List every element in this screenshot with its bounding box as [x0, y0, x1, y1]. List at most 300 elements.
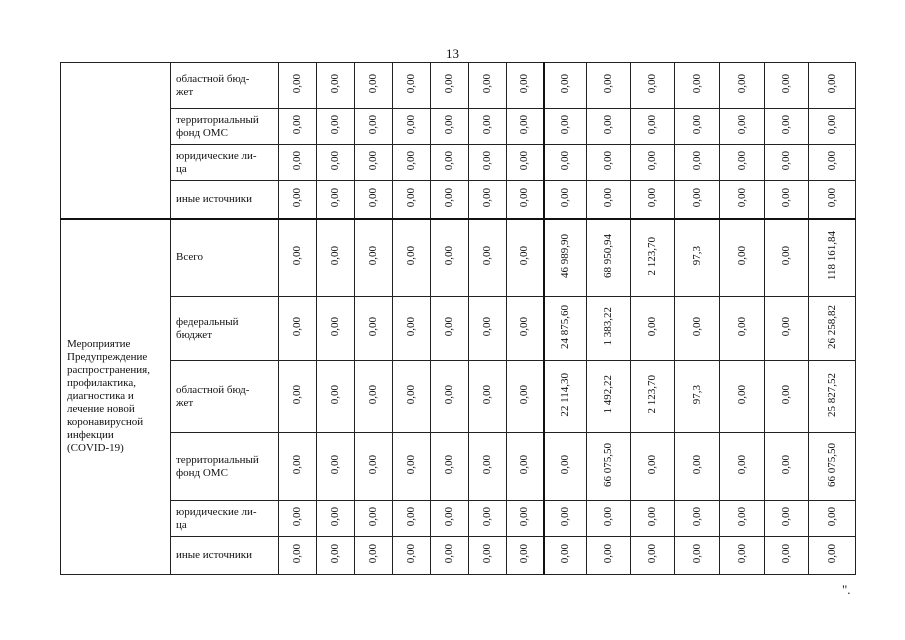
- value-text: 0,00: [780, 454, 792, 475]
- value-cell: [279, 219, 317, 297]
- value-cell: [431, 63, 469, 109]
- value-cell: [469, 145, 507, 181]
- value-text: 0,00: [690, 114, 703, 135]
- value-cell: [431, 501, 469, 537]
- value-cell: [544, 501, 587, 537]
- value-text: 0,00: [291, 316, 303, 337]
- value-cell: [720, 181, 765, 219]
- value-text: 0,00: [481, 506, 493, 527]
- value-text: 0,00: [481, 187, 493, 207]
- value-cell: [431, 537, 469, 575]
- table-row: [61, 109, 856, 145]
- value-text: 0,00: [646, 114, 658, 135]
- value-text: 0,00: [780, 543, 792, 564]
- value-cell: [279, 537, 317, 575]
- value-text: 0,00: [443, 73, 455, 94]
- value-cell: [765, 63, 809, 109]
- value-text: 0,00: [735, 506, 748, 527]
- value-text: 0,00: [735, 384, 748, 405]
- value-cell: [317, 181, 355, 219]
- value-cell: [587, 537, 631, 575]
- value-text: 0,00: [443, 454, 455, 475]
- value-text: 0,00: [367, 454, 379, 475]
- table-row: [61, 297, 856, 361]
- value-text: 0,00: [690, 543, 703, 564]
- table-row: [61, 433, 856, 501]
- value-text: 0,00: [405, 316, 417, 337]
- value-text: 0,00: [646, 187, 658, 207]
- table-row: [61, 361, 856, 433]
- funding-source-cell: юридические ли- ца: [171, 145, 279, 181]
- value-text: 0,00: [291, 187, 303, 207]
- value-cell: [507, 501, 544, 537]
- value-cell: [631, 361, 675, 433]
- value-cell: [720, 361, 765, 433]
- value-cell: [809, 297, 856, 361]
- value-cell: [355, 501, 393, 537]
- value-cell: [631, 433, 675, 501]
- value-cell: [587, 297, 631, 361]
- value-cell: [393, 297, 431, 361]
- value-text: 0,00: [825, 187, 838, 207]
- value-cell: [317, 145, 355, 181]
- value-text: 0,00: [291, 150, 303, 171]
- value-cell: [507, 145, 544, 181]
- value-cell: [631, 63, 675, 109]
- value-text: 0,00: [646, 316, 658, 337]
- value-text: 0,00: [735, 316, 748, 337]
- value-text: 0,00: [443, 384, 455, 405]
- value-cell: [544, 109, 587, 145]
- value-cell: [507, 109, 544, 145]
- value-text: 0,00: [481, 316, 493, 337]
- funding-source-cell: Всего: [171, 219, 279, 297]
- value-cell: [393, 145, 431, 181]
- value-text: 0,00: [405, 246, 417, 266]
- value-text: 118 161,84: [825, 231, 838, 281]
- value-cell: [469, 297, 507, 361]
- value-text: 0,00: [558, 543, 571, 564]
- funding-source-cell: областной бюд- жет: [171, 63, 279, 109]
- value-cell: [355, 433, 393, 501]
- value-cell: [317, 63, 355, 109]
- value-text: 0,00: [367, 150, 379, 171]
- value-cell: [675, 109, 720, 145]
- value-cell: [809, 433, 856, 501]
- funding-source-cell: юридические ли- ца: [171, 501, 279, 537]
- funding-source-cell: областной бюд- жет: [171, 361, 279, 433]
- value-text: 66 075,50: [602, 442, 614, 487]
- value-text: 0,00: [518, 73, 531, 94]
- value-cell: [544, 361, 587, 433]
- value-text: 0,00: [690, 187, 703, 207]
- value-cell: [469, 361, 507, 433]
- value-cell: [393, 219, 431, 297]
- value-text: 0,00: [646, 506, 658, 527]
- value-cell: [675, 501, 720, 537]
- value-text: 0,00: [602, 506, 614, 527]
- event-name-cell: Мероприятие Предупреждение распространения, профилактика, диагностика и лечение новой коронавирусной инфекции (COVID-19): [61, 219, 171, 575]
- value-text: 0,00: [690, 454, 703, 475]
- value-cell: [393, 181, 431, 219]
- value-cell: [720, 219, 765, 297]
- value-cell: [355, 219, 393, 297]
- value-cell: [809, 219, 856, 297]
- value-cell: [587, 145, 631, 181]
- closing-quote-mark: ".: [842, 582, 851, 597]
- value-text: 0,00: [405, 114, 417, 135]
- value-text: 0,00: [481, 150, 493, 171]
- value-text: 0,00: [367, 384, 379, 405]
- value-cell: [720, 63, 765, 109]
- value-cell: [720, 297, 765, 361]
- value-cell: [587, 501, 631, 537]
- value-text: 0,00: [558, 454, 571, 475]
- value-cell: [587, 181, 631, 219]
- value-text: 0,00: [825, 506, 838, 527]
- value-cell: [675, 63, 720, 109]
- value-cell: [279, 145, 317, 181]
- value-text: 0,00: [735, 454, 748, 475]
- value-cell: [507, 433, 544, 501]
- value-cell: [544, 537, 587, 575]
- value-cell: [469, 109, 507, 145]
- value-cell: [675, 537, 720, 575]
- value-cell: [765, 501, 809, 537]
- value-cell: [469, 501, 507, 537]
- value-cell: [765, 219, 809, 297]
- value-cell: [765, 109, 809, 145]
- value-text: 0,00: [780, 114, 792, 135]
- value-cell: [393, 537, 431, 575]
- value-cell: [317, 537, 355, 575]
- table-row: [61, 145, 856, 181]
- value-text: 0,00: [367, 543, 379, 564]
- value-text: 0,00: [405, 150, 417, 171]
- value-text: 0,00: [329, 187, 341, 207]
- table-block-covid: [61, 219, 856, 575]
- value-cell: [544, 181, 587, 219]
- value-text: 0,00: [558, 506, 571, 527]
- value-text: 0,00: [558, 187, 571, 207]
- value-text: 46 989,90: [558, 233, 571, 278]
- value-cell: [507, 537, 544, 575]
- value-cell: [355, 537, 393, 575]
- value-text: 0,00: [518, 506, 531, 527]
- value-text: 0,00: [735, 187, 748, 207]
- value-text: 0,00: [825, 150, 838, 171]
- value-cell: [765, 145, 809, 181]
- value-text: 0,00: [646, 543, 658, 564]
- value-cell: [469, 181, 507, 219]
- value-text: 0,00: [825, 114, 838, 135]
- value-text: 0,00: [602, 73, 614, 94]
- value-cell: [431, 297, 469, 361]
- value-cell: [317, 109, 355, 145]
- value-cell: [355, 361, 393, 433]
- funding-source-cell: федеральный бюджет: [171, 297, 279, 361]
- value-text: 0,00: [329, 246, 341, 266]
- value-text: 0,00: [291, 73, 303, 94]
- value-text: 0,00: [735, 73, 748, 94]
- value-cell: [809, 537, 856, 575]
- value-text: 0,00: [518, 114, 531, 135]
- value-text: 0,00: [367, 246, 379, 266]
- value-cell: [317, 433, 355, 501]
- value-text: 2 123,70: [646, 236, 658, 275]
- value-cell: [393, 109, 431, 145]
- value-cell: [631, 219, 675, 297]
- value-text: 0,00: [291, 506, 303, 527]
- value-text: 0,00: [518, 150, 531, 171]
- value-text: 0,00: [518, 384, 531, 405]
- value-cell: [675, 433, 720, 501]
- value-cell: [809, 63, 856, 109]
- value-text: 0,00: [558, 150, 571, 171]
- value-text: 0,00: [690, 150, 703, 171]
- value-cell: [631, 181, 675, 219]
- value-text: 0,00: [443, 246, 455, 266]
- value-text: 0,00: [558, 114, 571, 135]
- funding-source-cell: иные источники: [171, 537, 279, 575]
- value-cell: [765, 433, 809, 501]
- table-row: [61, 537, 856, 575]
- value-cell: [431, 181, 469, 219]
- value-text: 0,00: [481, 246, 493, 266]
- value-text: 0,00: [405, 384, 417, 405]
- value-cell: [507, 63, 544, 109]
- value-cell: [544, 433, 587, 501]
- value-text: 0,00: [481, 384, 493, 405]
- value-cell: [279, 297, 317, 361]
- value-cell: [507, 361, 544, 433]
- value-text: 0,00: [481, 114, 493, 135]
- value-cell: [720, 537, 765, 575]
- value-cell: [765, 297, 809, 361]
- value-cell: [544, 63, 587, 109]
- value-cell: [765, 181, 809, 219]
- value-text: 97,3: [690, 384, 703, 405]
- value-text: 0,00: [291, 114, 303, 135]
- value-text: 1 492,22: [602, 375, 614, 414]
- value-cell: [355, 63, 393, 109]
- value-text: 0,00: [690, 506, 703, 527]
- value-cell: [675, 219, 720, 297]
- value-cell: [317, 219, 355, 297]
- value-cell: [393, 63, 431, 109]
- value-cell: [279, 361, 317, 433]
- value-cell: [675, 297, 720, 361]
- value-text: 0,00: [367, 506, 379, 527]
- value-cell: [469, 219, 507, 297]
- value-cell: [431, 361, 469, 433]
- value-text: 0,00: [825, 73, 838, 94]
- funding-source-cell: территориальный фонд ОМС: [171, 109, 279, 145]
- value-cell: [431, 109, 469, 145]
- value-text: 0,00: [329, 454, 341, 475]
- value-text: 0,00: [518, 316, 531, 337]
- value-cell: [675, 145, 720, 181]
- value-text: 0,00: [602, 187, 614, 207]
- value-text: 0,00: [405, 187, 417, 207]
- value-text: 0,00: [405, 506, 417, 527]
- value-text: 0,00: [646, 150, 658, 171]
- value-text: 0,00: [367, 316, 379, 337]
- value-cell: [544, 145, 587, 181]
- value-cell: [469, 433, 507, 501]
- table-row: [61, 181, 856, 219]
- value-text: 0,00: [602, 114, 614, 135]
- value-cell: [544, 297, 587, 361]
- value-text: 0,00: [780, 73, 792, 94]
- value-text: 0,00: [780, 384, 792, 405]
- value-text: 0,00: [405, 73, 417, 94]
- value-text: 0,00: [367, 187, 379, 207]
- value-cell: [631, 145, 675, 181]
- value-cell: [393, 501, 431, 537]
- value-text: 26 258,82: [825, 304, 838, 349]
- value-text: 0,00: [735, 543, 748, 564]
- value-text: 0,00: [481, 454, 493, 475]
- table-row: [61, 219, 856, 297]
- page-number: 13: [446, 46, 459, 61]
- value-cell: [587, 361, 631, 433]
- value-text: 0,00: [481, 543, 493, 564]
- value-cell: [809, 109, 856, 145]
- value-text: 66 075,50: [825, 442, 838, 487]
- value-text: 0,00: [518, 543, 531, 564]
- value-text: 0,00: [329, 506, 341, 527]
- value-text: 0,00: [780, 246, 792, 266]
- value-text: 0,00: [405, 454, 417, 475]
- value-text: 0,00: [291, 543, 303, 564]
- value-cell: [587, 433, 631, 501]
- value-cell: [587, 219, 631, 297]
- value-text: 0,00: [443, 150, 455, 171]
- value-cell: [507, 181, 544, 219]
- value-cell: [355, 181, 393, 219]
- value-cell: [431, 433, 469, 501]
- value-text: 0,00: [735, 246, 748, 266]
- value-cell: [279, 433, 317, 501]
- value-cell: [675, 361, 720, 433]
- value-cell: [279, 181, 317, 219]
- value-cell: [809, 361, 856, 433]
- value-text: 0,00: [291, 246, 303, 266]
- value-cell: [587, 63, 631, 109]
- value-cell: [393, 433, 431, 501]
- value-cell: [544, 219, 587, 297]
- value-cell: [279, 501, 317, 537]
- value-cell: [355, 297, 393, 361]
- value-cell: [587, 109, 631, 145]
- value-text: 25 827,52: [825, 372, 838, 417]
- value-cell: [507, 297, 544, 361]
- value-cell: [631, 109, 675, 145]
- value-text: 0,00: [558, 73, 571, 94]
- value-text: 0,00: [329, 73, 341, 94]
- table-row: [61, 501, 856, 537]
- value-text: 0,00: [735, 150, 748, 171]
- value-cell: [720, 433, 765, 501]
- value-cell: [809, 501, 856, 537]
- value-cell: [720, 109, 765, 145]
- funding-source-cell: территориальный фонд ОМС: [171, 433, 279, 501]
- value-cell: [317, 297, 355, 361]
- value-text: 2 123,70: [646, 375, 658, 414]
- value-text: 0,00: [405, 543, 417, 564]
- value-text: 0,00: [443, 187, 455, 207]
- value-cell: [279, 63, 317, 109]
- value-cell: [631, 537, 675, 575]
- value-text: 0,00: [690, 316, 703, 337]
- value-text: 1 383,22: [602, 307, 614, 346]
- budget-table: [60, 62, 856, 575]
- value-text: 0,00: [735, 114, 748, 135]
- value-text: 0,00: [518, 246, 531, 266]
- value-text: 0,00: [329, 316, 341, 337]
- value-text: 97,3: [690, 246, 703, 266]
- value-cell: [431, 145, 469, 181]
- value-text: 0,00: [602, 150, 614, 171]
- value-text: 0,00: [443, 316, 455, 337]
- value-cell: [720, 501, 765, 537]
- value-text: 0,00: [825, 543, 838, 564]
- value-cell: [469, 537, 507, 575]
- value-cell: [720, 145, 765, 181]
- value-text: 0,00: [329, 150, 341, 171]
- value-text: 0,00: [329, 543, 341, 564]
- value-text: 0,00: [780, 316, 792, 337]
- value-text: 0,00: [646, 73, 658, 94]
- value-cell: [809, 145, 856, 181]
- value-cell: [279, 109, 317, 145]
- value-cell: [631, 501, 675, 537]
- value-text: 0,00: [291, 454, 303, 475]
- table-block-top: [61, 63, 856, 219]
- value-cell: [507, 219, 544, 297]
- value-text: 24 875,60: [558, 304, 571, 349]
- value-text: 0,00: [367, 114, 379, 135]
- value-cell: [317, 501, 355, 537]
- value-text: 22 114,30: [558, 372, 571, 417]
- value-text: 0,00: [329, 384, 341, 405]
- value-text: 0,00: [518, 187, 531, 207]
- value-text: 0,00: [690, 73, 703, 94]
- value-cell: [317, 361, 355, 433]
- value-text: 0,00: [780, 150, 792, 171]
- value-cell: [765, 537, 809, 575]
- value-text: 0,00: [367, 73, 379, 94]
- value-text: 0,00: [602, 543, 614, 564]
- value-text: 0,00: [780, 506, 792, 527]
- value-cell: [809, 181, 856, 219]
- funding-source-cell: иные источники: [171, 181, 279, 219]
- value-text: 0,00: [291, 384, 303, 405]
- value-text: 0,00: [443, 543, 455, 564]
- value-text: 0,00: [518, 454, 531, 475]
- table-row: [61, 63, 856, 109]
- value-text: 0,00: [780, 187, 792, 207]
- value-cell: [355, 145, 393, 181]
- value-text: 0,00: [481, 73, 493, 94]
- value-text: 0,00: [329, 114, 341, 135]
- value-text: 0,00: [646, 454, 658, 475]
- value-cell: [393, 361, 431, 433]
- value-cell: [355, 109, 393, 145]
- value-text: 68 950,94: [602, 233, 614, 278]
- value-cell: [631, 297, 675, 361]
